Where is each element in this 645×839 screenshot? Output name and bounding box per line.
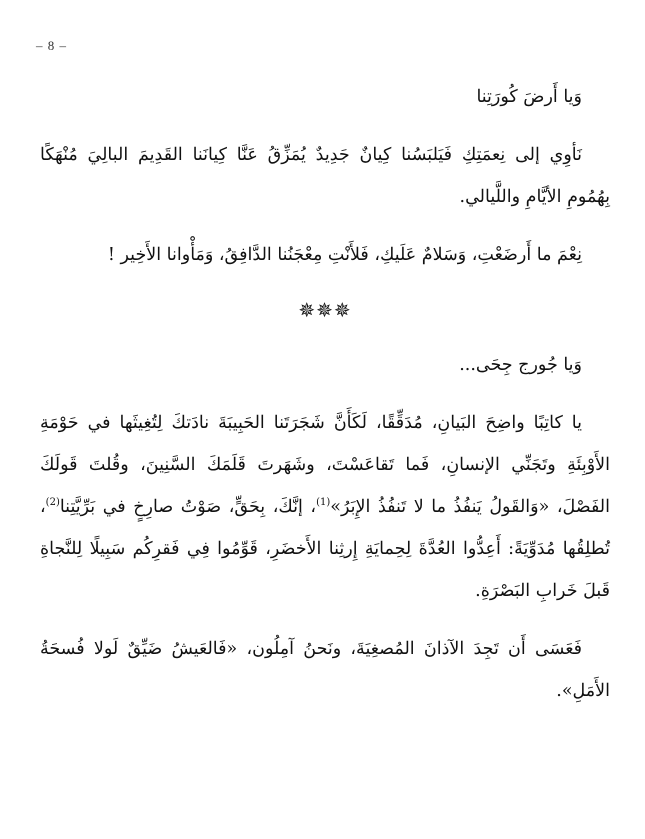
- paragraph-3: نِعْمَ ما أَرضَعْتِ، وَسَلامٌ عَلَيكِ، فَلأَنْتِ مِعْجَنُنا الدَّافِقُ، وَمَأْوانا الأَخِير !: [107, 245, 582, 265]
- paragraph-2: نَأوِي إلى نِعمَتِكِ فَيَلبَسُنا كِيانٌ جَدِيدٌ يُمَزِّقُ عَنَّا كِيانَنا القَدِيمَ البالِيَ مُنْهَكًا بِهُمُومِ الأيَّامِ واللَّيالي.: [40, 145, 610, 207]
- page-number: – 8 –: [36, 38, 67, 53]
- document-body: [40, 76, 610, 728]
- footnote-ref-2: (2): [45, 497, 60, 509]
- paragraph-6: فَعَسَى أَن تَجِدَ الآذانَ المُصغِيَةَ، ونَحنُ آمِلُون، «فَالعَيشُ ضَيِّقٌ لَولا فُسحَةُ الأَمَلِ».: [40, 639, 610, 701]
- paragraph-5-part-b: ، إنَّكَ، بِحَقٍّ، صَوْتُ صارِخٍ في بَرِّيَّتِنا: [59, 497, 317, 517]
- paragraph-4: وَيا جُورج جِحَى...: [459, 355, 582, 375]
- footnote-ref-1: (1): [316, 497, 331, 509]
- paragraph-5-part-a: يا كاتِبًا واضِحَ البَيانِ، مُدَقِّقًا، لَكَأَنَّ شَجَرَتَنا الحَبِيبَةَ نادَتكَ لِتُغِيثَها في حَوْمَةِ الأَوْبِئَةِ وتَجَنِّي الإنسانِ، فَما تَقاعَسْتَ، وشَهَرتَ قَلَمَكَ السَّنِينَ، وقُلتَ قَولَكَ الفَصْلَ، «وَالقَولُ يَنفُذُ ما لا تَنفُذُ الإِبَرُ»: [40, 413, 610, 517]
- paragraph-5-part-c: ، تُطلِقُها مُدَوِّيَةً: أَعِدُّوا العُدَّةَ لِحِمايَةِ إِرثِنا الأَخضَرِ، قَوِّمُوا فِي فَقرِكُم سَبِيلًا لِلنَّجاةِ قَبلَ خَرابِ البَصْرَةِ.: [40, 497, 610, 601]
- paragraph-5: [40, 402, 610, 612]
- paragraph-1: وَيا أَرضَ كُورَتِنا: [476, 87, 582, 107]
- section-divider-stars: ✵✵✵: [298, 298, 352, 322]
